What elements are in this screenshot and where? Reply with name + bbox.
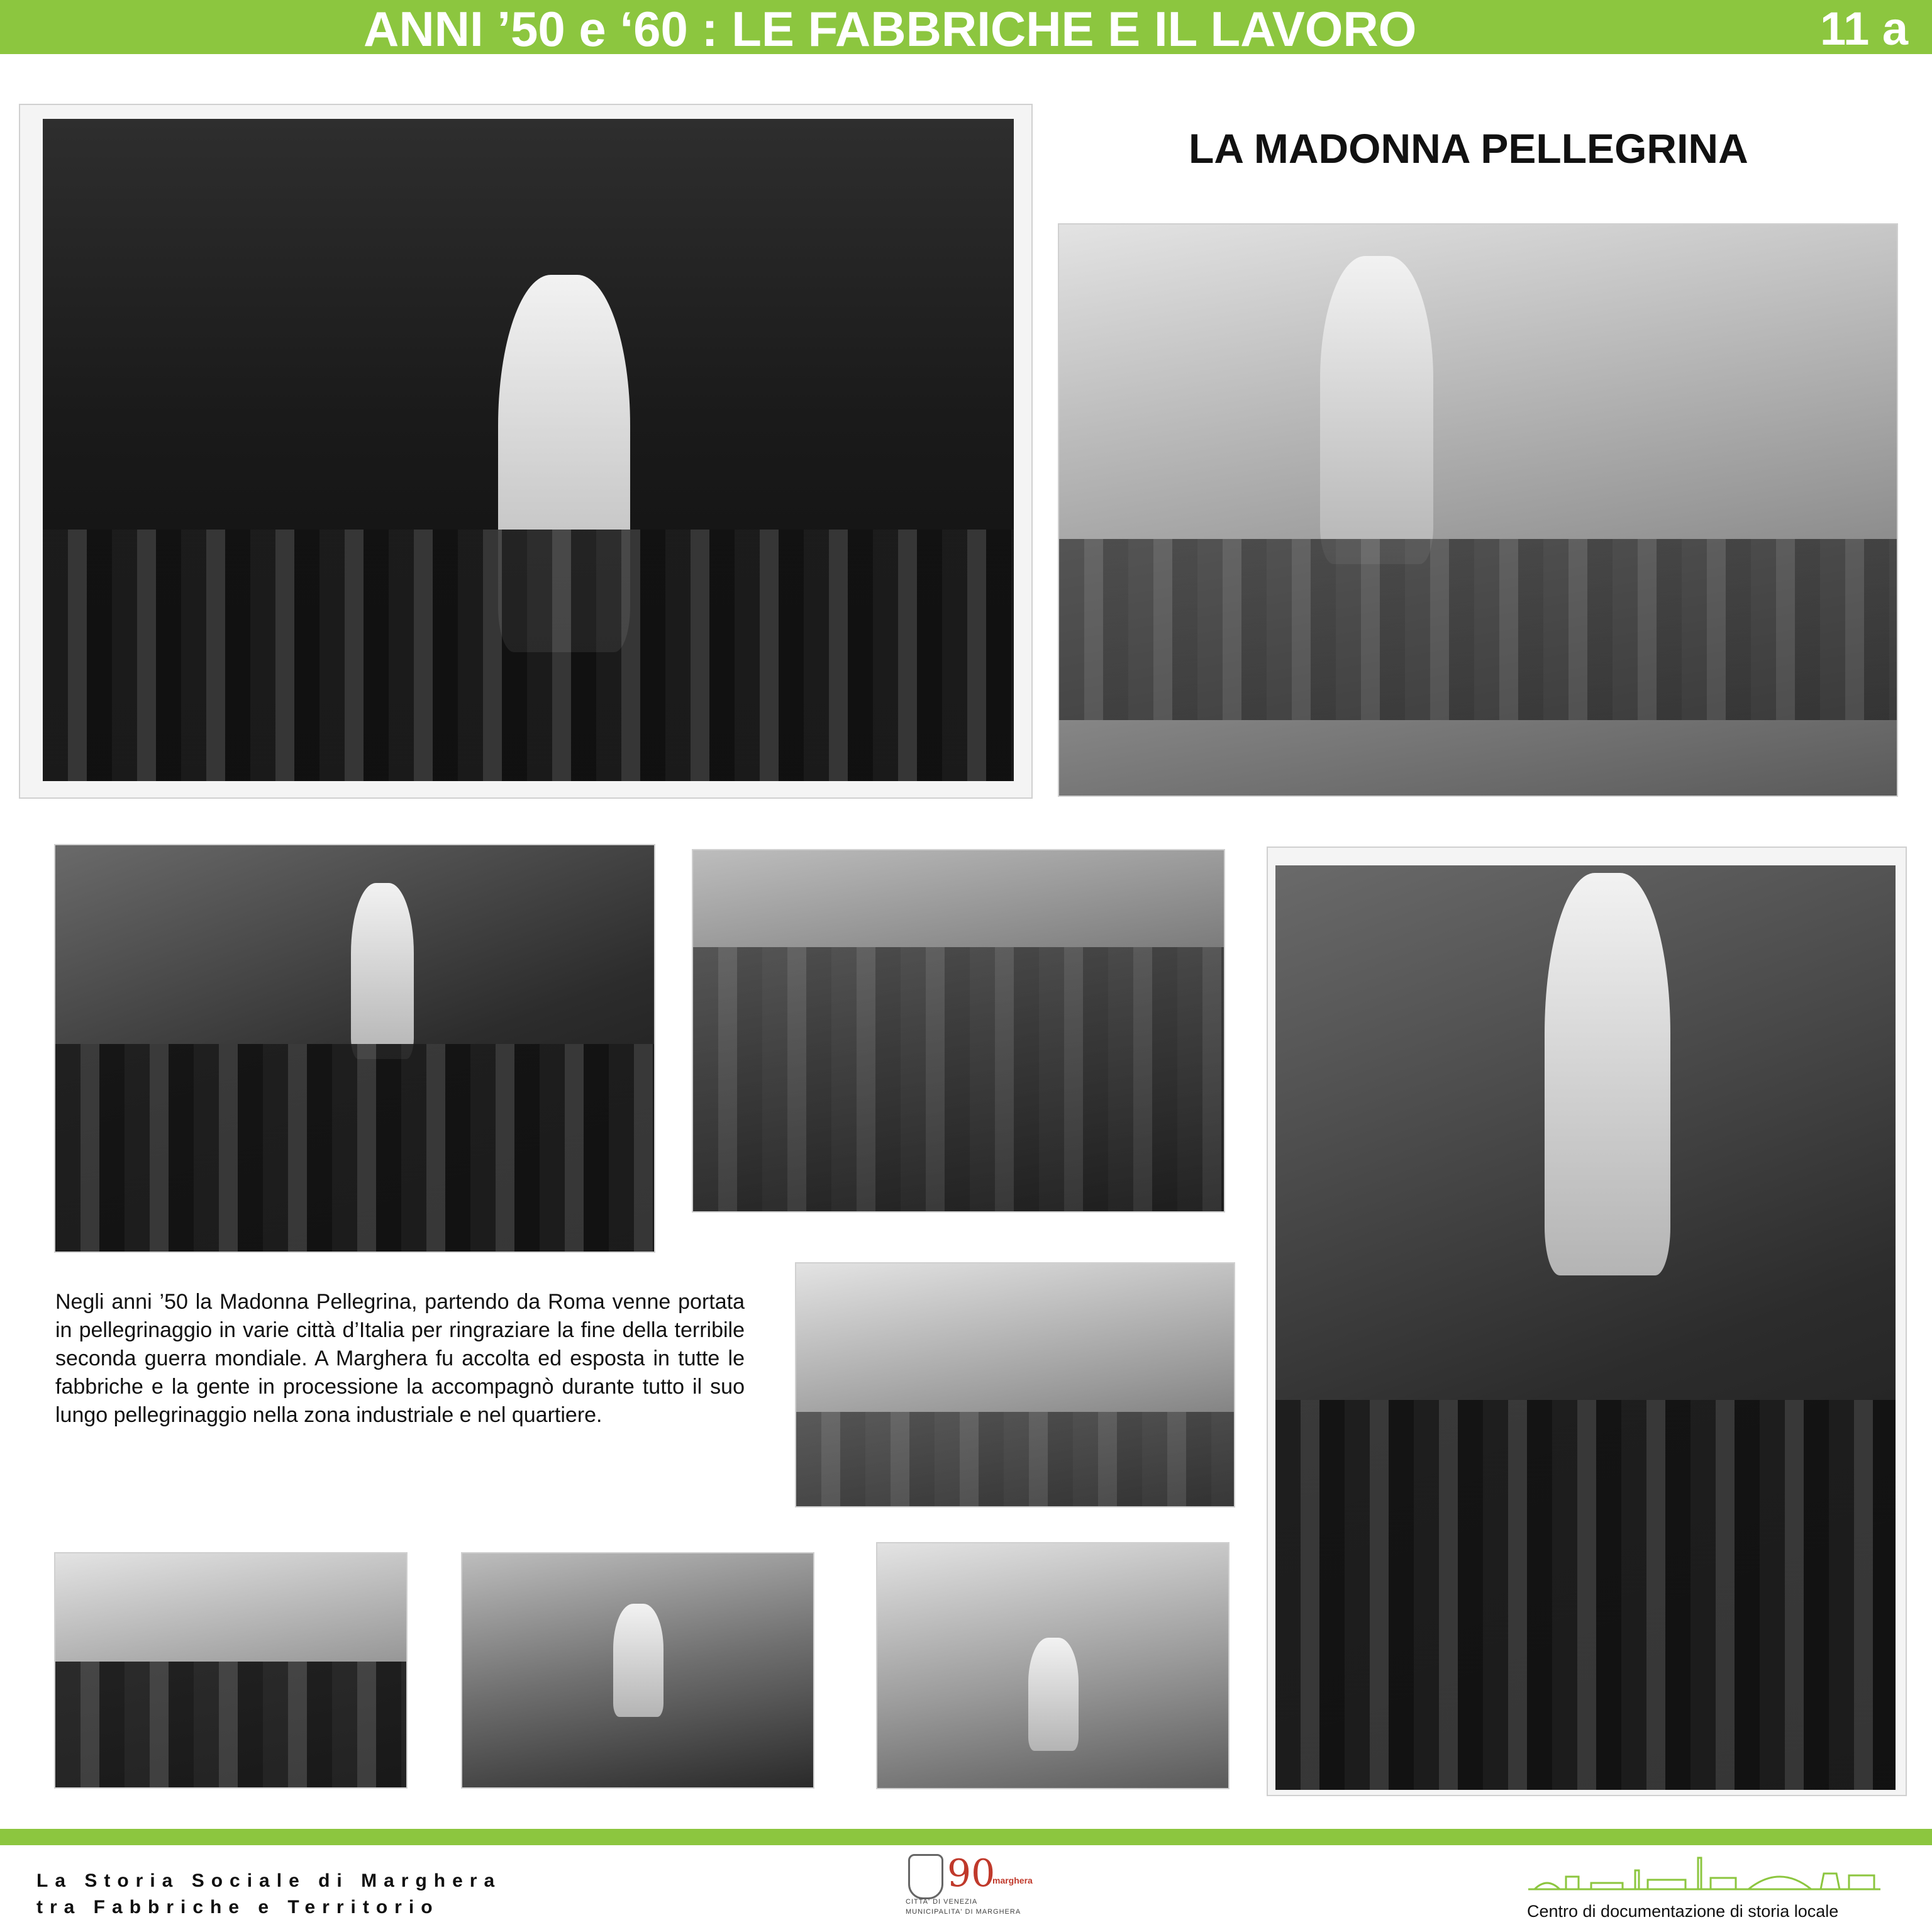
panel-code: 11 a <box>1820 3 1908 55</box>
crowd <box>1059 539 1897 720</box>
photo-crane-water <box>461 1552 814 1789</box>
statue-figure <box>1545 873 1670 1275</box>
footer-bar <box>0 1829 1932 1845</box>
caption-text: Negli anni ’50 la Madonna Pellegrina, partendo da Roma venne portata in pellegrinaggio in varie città d’Italia per ringraziare la fine della terribile seconda guerra mondiale. A Marghera fu accolta ed esposta in tutte le fabbriche e la gente in processione la accompagnò durante tutto il suo lungo pellegrinaggio nella zona industriale e nel quartiere. <box>55 1290 745 1427</box>
photo-oil-tanks <box>795 1262 1235 1507</box>
section-subtitle: LA MADONNA PELLEGRINA <box>1189 125 1748 172</box>
footer-project <box>36 1868 501 1921</box>
page-title: ANNI ’50 e ‘60 : LE FABBRICHE E IL LAVORO <box>364 1 1417 57</box>
crowd <box>43 530 1014 781</box>
footer-line-2: tra Fabbriche e Territorio <box>36 1897 440 1918</box>
crowd <box>1275 1400 1896 1790</box>
footer-line-1: La Storia Sociale di Marghera <box>36 1870 502 1891</box>
venezia-logo <box>899 1850 1038 1919</box>
photo-street-procession <box>1058 223 1898 797</box>
statue-figure <box>613 1604 663 1717</box>
statue-figure <box>1028 1638 1079 1751</box>
crowd <box>55 1662 406 1787</box>
logo-line-2: MUNICIPALITA' DI MARGHERA <box>906 1908 1021 1916</box>
city-seal-icon <box>908 1854 943 1899</box>
logo-line-1: CITTA' DI VENEZIA <box>906 1898 978 1906</box>
photo-group-altar <box>54 1552 408 1789</box>
photo-night-procession <box>19 104 1033 799</box>
skyline-logo-icon <box>1522 1852 1887 1896</box>
footer-centro: Centro di documentazione di storia locale <box>1527 1902 1839 1921</box>
statue-figure <box>1320 256 1433 564</box>
logo-90: 90 <box>947 1852 996 1896</box>
logo-marghera: marghera <box>992 1875 1033 1885</box>
crowd <box>55 1044 654 1252</box>
statue-figure <box>351 883 414 1059</box>
crowd <box>796 1412 1234 1506</box>
crowd <box>693 947 1224 1211</box>
photo-crane-platform <box>876 1542 1230 1789</box>
photo-altar-children <box>1267 847 1907 1796</box>
photo-factory-gathering <box>54 844 655 1253</box>
header-bar <box>0 0 1932 57</box>
photo-machine-hall <box>692 849 1225 1213</box>
